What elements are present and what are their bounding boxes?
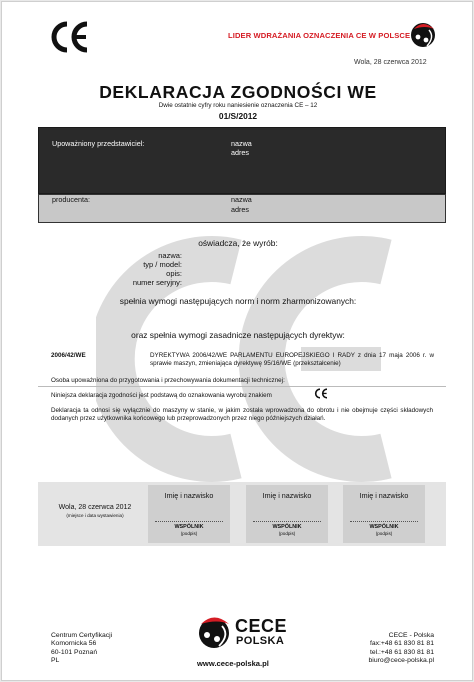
place-date: Wola, 28 czerwca 2012 [58, 504, 132, 511]
footer-right-line-3: tel.:+48 61 830 81 81 [369, 648, 434, 656]
logo-text-polska: POLSKA [236, 635, 285, 647]
representative-address: adres [231, 148, 249, 157]
ce-logo-icon [48, 20, 90, 54]
cece-polska-logo-icon [195, 612, 233, 650]
leader-tagline: LIDER WDRAŻANIA OZNACZENIA CE W POLSCE [228, 31, 411, 40]
cece-emblem-icon [408, 19, 438, 49]
representative-name: nazwa [231, 139, 252, 148]
divider [38, 386, 446, 387]
signature-name-1: Imię i nazwisko [164, 491, 214, 500]
representative-label: Upoważniony przedstawiciel: [52, 139, 145, 148]
signature-role-3: WSPÓLNIK [369, 524, 399, 530]
field-name: nazwa: [158, 251, 182, 260]
logo-text-cece: CECE [235, 616, 288, 636]
signature-name-2: Imię i nazwisko [262, 491, 312, 500]
directive-code: 2006/42/WE [51, 352, 86, 359]
scope-text: Deklaracja ta odnosi się wyłącznie do maszyny w stanie, w jakim została wprowadzona do obrotu i nie obejmuje części składowych dodanych przez użytkownika końcowego lub przeprowadzonych przez niego późniejszych działań. [51, 407, 433, 422]
directive-text: DYREKTYWA 2006/42/WE PARLAMENTU EUROPEJSKIEGO I RADY z dnia 17 maja 2006 r. w sprawie maszyn, zmieniająca dyrektywę 95/16/WE (przekształcenie) [150, 352, 434, 367]
technical-doc-person: Osoba upoważniona do przygotowania i przechowywania dokumentacji technicznej: [51, 377, 285, 384]
signature-role-1: WSPÓLNIK [174, 524, 204, 530]
representative-box [38, 127, 446, 194]
directives-intro: oraz spełnia wymogi zasadnicze następujących dyrektyw: [131, 330, 345, 340]
footer-left-line-1: Centrum Certyfikacji [51, 632, 113, 639]
footer-left-line-3: 60-101 Poznań [51, 648, 98, 656]
declaration-page [1, 1, 473, 681]
signature-role-2: WSPÓLNIK [272, 524, 302, 530]
place-date-caption: (miejsce i data wystawienia) [66, 513, 124, 518]
website-link[interactable]: www.cece-polska.pl [197, 659, 269, 668]
signature-name-3: Imię i nazwisko [359, 491, 409, 500]
footer-left-line-4: PL [51, 656, 60, 664]
producer-label: producenta: [52, 195, 90, 204]
basis-text: Niniejsza deklaracja zgodności jest podstawą do oznakowania wyrobu znakiem [51, 392, 272, 399]
signature-line-3 [350, 521, 418, 522]
footer-right-email[interactable]: biuro@cece-polska.pl [368, 656, 434, 664]
document-title: DEKLARACJA ZGODNOŚCI WE [99, 82, 377, 102]
document-subtitle: Dwie ostatnie cyfry roku naniesienie oznaczenia CE – 12 [158, 102, 318, 109]
document-number: 01/S/2012 [218, 111, 258, 121]
field-type: typ / model: [143, 260, 182, 269]
norms-text: spełnia wymogi następujących norm i norm zharmonizowanych: [119, 296, 357, 306]
signature-caption-2: (podpis) [278, 531, 296, 536]
issue-date: Wola, 28 czerwca 2012 [354, 59, 427, 66]
signature-line-2 [253, 521, 321, 522]
signature-line-1 [155, 521, 223, 522]
footer-right [332, 632, 434, 665]
footer-right-line-1: CECE - Polska [388, 632, 434, 639]
footer-left-line-2: Komornicka 56 [51, 640, 97, 648]
field-serial: numer seryjny: [132, 278, 182, 287]
footer-right-line-2: fax:+48 61 830 81 81 [369, 640, 434, 648]
ce-small-icon [314, 388, 328, 399]
signature-caption-1: (podpis) [180, 531, 198, 536]
producer-name: nazwa [231, 195, 252, 204]
field-description: opis: [166, 269, 182, 278]
producer-address: adres [231, 205, 249, 214]
declares-text: oświadcza, że wyrób: [198, 238, 278, 248]
signature-caption-3: (podpis) [375, 531, 393, 536]
footer-left [51, 632, 112, 665]
